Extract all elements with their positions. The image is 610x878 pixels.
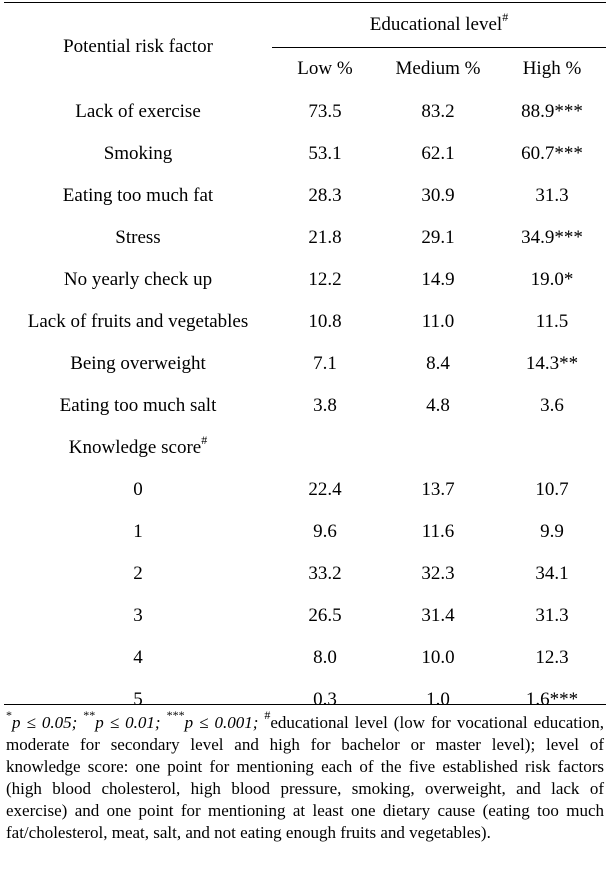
cell-low: 26.5 [308,605,342,626]
cell-medium: 1.0 [426,689,450,710]
cell-low: 21.8 [308,227,342,248]
risk-factor-table [4,3,606,721]
cell-low: 3.8 [313,395,337,416]
table-row [4,259,606,301]
cell-low: 9.6 [313,521,337,542]
row-label: Stress [115,227,161,248]
cell-high: 10.7 [535,479,569,500]
row-label: 1 [133,521,143,542]
table-row [4,91,606,133]
cell-medium: 14.9 [421,269,455,290]
row-label: 3 [133,605,143,626]
cell-medium: 11.0 [421,311,455,332]
row-label: Eating too much salt [59,395,217,416]
cell-low: 8.0 [313,647,337,668]
cell-high: 9.9 [540,521,564,542]
header-high: High % [522,58,582,79]
cell-low: 28.3 [308,185,342,206]
table-footnote: *p ≤ 0.05; **p ≤ 0.01; ***p ≤ 0.001; #educational level (low for vocational education, moderate for secondary level and high for bachelor or master level); level of knowledge score: one point for mentioning each of the five established risk factors (high blood cholesterol, high blood pressure, smoking, overweight, and lack of exercise) and one point for mentioning at least one dietary cause (eating too much fat/cholesterol, meat, salt, and not eating enough fruits and vegetables). [6,708,604,842]
row-label: No yearly check up [63,269,213,290]
empty-cell [272,427,378,469]
cell-low: 22.4 [308,479,342,500]
cell-low: 10.8 [308,311,342,332]
cell-high: 34.1 [535,563,569,584]
cell-high: 14.3** [525,353,579,374]
header-medium: Medium % [395,58,481,79]
cell-medium: 4.8 [426,395,450,416]
knowledge-row [4,553,606,595]
cell-low: 0.3 [313,689,337,710]
row-label: Eating too much fat [62,185,214,206]
knowledge-score-header-row [4,427,606,469]
cell-medium: 62.1 [421,143,455,164]
row-label: 4 [133,647,143,668]
knowledge-row [4,637,606,679]
cell-high: 88.9*** [521,101,583,122]
row-label: Smoking [103,143,173,164]
cell-high: 31.3 [535,185,569,206]
header-risk-factor: Potential risk factor [63,36,213,57]
knowledge-row [4,469,606,511]
row-label: 5 [133,689,143,710]
row-label: 2 [133,563,143,584]
cell-high: 11.5 [535,311,569,332]
knowledge-score-label: Knowledge score# [68,432,208,458]
empty-cell [498,427,606,469]
table-row [4,343,606,385]
cell-medium: 10.0 [421,647,455,668]
cell-medium: 29.1 [421,227,455,248]
table-row [4,175,606,217]
cell-low: 7.1 [313,353,337,374]
cell-high: 1.6*** [525,689,579,710]
cell-low: 53.1 [308,143,342,164]
cell-low: 12.2 [308,269,342,290]
cell-high: 19.0* [530,269,574,290]
table-row [4,133,606,175]
cell-medium: 8.4 [426,353,450,374]
row-label: Lack of exercise [75,101,201,122]
cell-medium: 13.7 [421,479,455,500]
cell-high: 3.6 [540,395,564,416]
knowledge-row [4,595,606,637]
cell-medium: 32.3 [421,563,455,584]
table-row [4,385,606,427]
table-row [4,301,606,343]
row-label: Being overweight [70,353,206,374]
cell-high: 60.7*** [521,143,583,164]
cell-medium: 30.9 [421,185,455,206]
bottom-rule [4,704,606,705]
cell-medium: 83.2 [421,101,455,122]
table-row [4,217,606,259]
header-low: Low % [297,58,353,79]
cell-medium: 31.4 [421,605,455,626]
cell-high: 12.3 [535,647,569,668]
header-educational-level: Educational level# [369,9,509,35]
cell-high: 34.9*** [521,227,583,248]
cell-high: 31.3 [535,605,569,626]
cell-low: 33.2 [308,563,342,584]
knowledge-row [4,511,606,553]
cell-medium: 11.6 [421,521,455,542]
header-row-1 [4,3,606,47]
row-label: 0 [133,479,143,500]
row-label: Lack of fruits and vegetables [27,311,249,332]
cell-low: 73.5 [308,101,342,122]
empty-cell [378,427,498,469]
